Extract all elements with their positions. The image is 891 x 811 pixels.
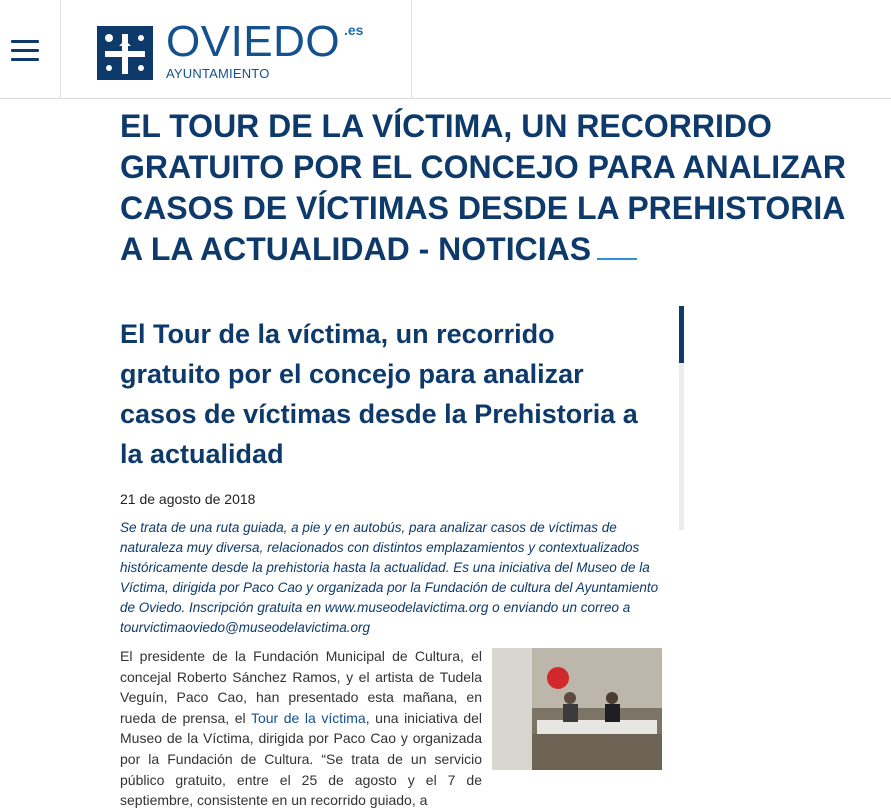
logo-wordmark[interactable]: OVIEDO [166,17,341,66]
site-header [0,0,891,99]
page-title-text: EL TOUR DE LA VÍCTIMA, UN RECORRIDO GRATUITO POR EL CONCEJO PARA ANALIZAR CASOS DE VÍCTIMAS DESDE LA PREHISTORIA A LA ACTUALIDAD - NOTICIAS [120,108,846,267]
hamburger-menu-icon[interactable] [11,40,39,62]
article-title: El Tour de la víctima, un recorrido gratuito por el concejo para analizar casos de víctimas desde la Prehistoria a la actualidad [120,319,638,469]
oviedo-coat-of-arms-icon[interactable] [97,26,153,80]
article-date: 21 de agosto de 2018 [120,491,256,507]
press-conference-photo[interactable] [492,648,662,770]
logo-subtitle: AYUNTAMIENTO [166,66,270,81]
article-body [120,646,660,811]
logo-domain-suffix: .es [344,22,364,38]
page-title [120,106,860,270]
body-text-part: , una iniciativa del Museo de la Víctima, dirigida por Paco Cao y organizada por la Fundación de Cultura. “Se trata de un servicio público gratuito, entre el 25 de agosto y el 7 de septiembre, consistente en un recorrido guiado, a [120,709,483,809]
news-article [120,314,660,811]
header-divider [411,0,412,98]
title-accent-line [597,258,637,260]
article-lead: Se trata de una ruta guiada, a pie y en autobús, para analizar casos de víctimas de naturaleza muy diversa, relacionados con distintos emplazamientos y contextualizados históricamente desde la prehistoria hasta la actualidad. Es una iniciativa del Museo de la Víctima, dirigida por Paco Cao y organizada por la Fundación de cultura del Ayuntamiento de Oviedo. Inscripción gratuita en www.museodelavictima.org o enviando un correo a tourvictimaoviedo@museodelavictima.org [120,520,659,635]
tour-de-la-victima-link[interactable]: Tour de la víctima [250,709,366,726]
header-divider [60,0,61,98]
scrollbar-thumb[interactable] [679,306,684,363]
body-text-part: El presidente de la Fundación Municipal de Cultura, el concejal Roberto Sánchez Ramos, y el artista de Tudela Veguín, Paco Cao, han presentado esta mañana, en rueda de prensa, el [120,648,482,726]
content-scrollbar[interactable] [679,306,684,530]
